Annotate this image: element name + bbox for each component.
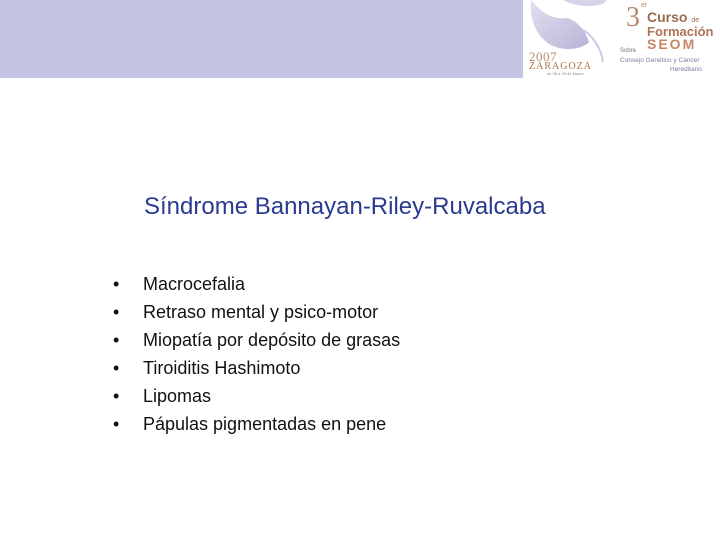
bullet-mark: • (113, 302, 120, 322)
logo-hereditario: Hereditario (670, 66, 702, 73)
logo-course-word (647, 9, 699, 25)
logo-consejo: Consejo Genético y Cáncer (620, 57, 700, 64)
logo-year: 2007 (529, 49, 557, 64)
bullet-text: Miopatía por depósito de grasas (143, 330, 401, 350)
bullet-mark: • (113, 386, 120, 406)
logo-sobre: Sobre (620, 48, 637, 54)
logo-curso-text: Curso (647, 9, 688, 25)
bullet-text: Macrocefalia (143, 274, 246, 294)
bullet-text: Retraso mental y psico-motor (143, 302, 379, 322)
bullet-text: Tiroiditis Hashimoto (143, 358, 301, 378)
logo-city: ZARAGOZA (529, 61, 592, 72)
bullet-text: Lipomas (143, 386, 212, 406)
bullet-mark: • (113, 358, 120, 378)
logo-formacion: Formación (647, 24, 714, 39)
logo-dates: de 26 a 28 de Marzo (547, 71, 584, 76)
slide-title: Síndrome Bannayan-Riley-Ruvalcaba (144, 193, 546, 220)
bullet-text: Pápulas pigmentadas en pene (143, 414, 387, 434)
bullet-mark: • (113, 330, 120, 350)
bullet-mark: • (113, 414, 120, 434)
seom-course-logo (523, 0, 720, 78)
bullet-mark: • (113, 274, 120, 294)
logo-seom: SEOM (647, 36, 697, 52)
logo-de-text: de (691, 17, 700, 24)
logo-course-sup: er (641, 2, 648, 9)
logo-course-number: 3 (626, 2, 640, 33)
